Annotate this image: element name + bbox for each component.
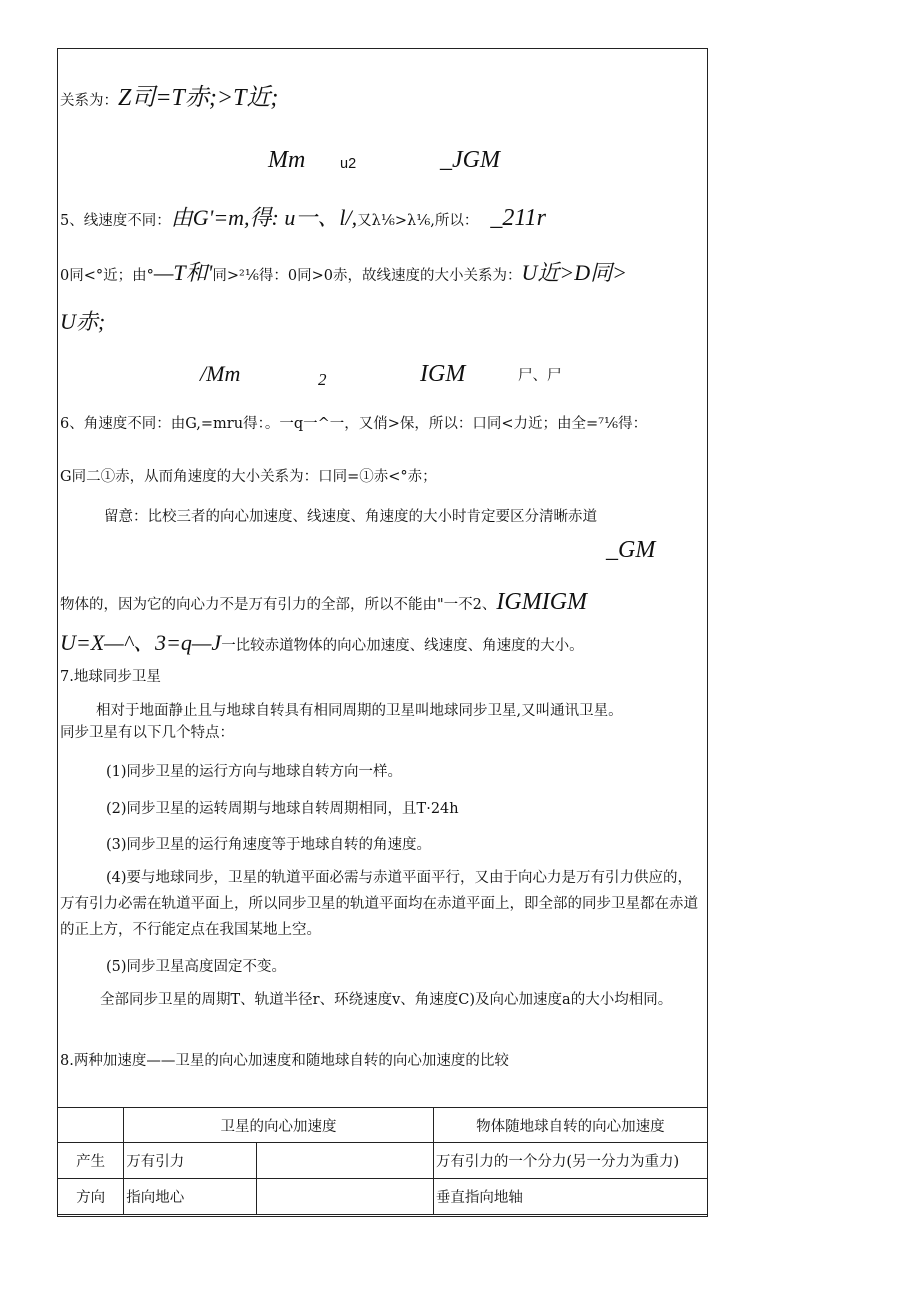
heading: 7.地球同步卫星 bbox=[60, 669, 161, 685]
angular-velocity-line-2 bbox=[60, 467, 437, 487]
text-label: (3)同步卫星的运行角速度等于地球自转的角速度。 bbox=[106, 837, 432, 853]
formula: Z司=T赤;>T近; bbox=[118, 85, 279, 111]
table-header-satellite: 卫星的向心加速度 bbox=[124, 1108, 434, 1143]
text-label: 关系为： bbox=[60, 93, 118, 109]
text-label: 同>²⅙得：0同>0赤，故线速度的大小关系为： bbox=[212, 268, 522, 284]
summary-paragraph bbox=[60, 987, 705, 1013]
table-cell bbox=[256, 1179, 433, 1215]
table-cell: 垂直指向地轴 bbox=[433, 1179, 707, 1215]
list-item-4 bbox=[60, 865, 705, 943]
formula: U近>D同> bbox=[521, 260, 627, 285]
list-item-1 bbox=[106, 762, 402, 782]
formula: —T和' bbox=[153, 260, 213, 285]
text-label: 一比较赤道物体的向心加速度、线速度、角速度的大小。 bbox=[221, 638, 584, 654]
table-cell: 万有引力的一个分力(另一分力为重力) bbox=[433, 1143, 707, 1179]
heading: 8.两种加速度——卫星的向心加速度和随地球自转的向心加速度的比较 bbox=[60, 1053, 509, 1069]
formula-row-2c bbox=[420, 361, 466, 387]
formula: IGMIGM bbox=[496, 589, 588, 615]
formula: IGM bbox=[420, 361, 466, 387]
text-label: (1)同步卫星的运行方向与地球自转方向一样。 bbox=[106, 764, 403, 780]
formula-row-2d bbox=[518, 366, 562, 386]
text-label: (2)同步卫星的运转周期与地球自转周期相同，且T·24h bbox=[106, 801, 459, 817]
text-label: 留意：比校三者的向心加速度、线速度、角速度的大小时肯定要区分清晰赤道 bbox=[104, 509, 597, 525]
formula-row-1c bbox=[440, 147, 500, 173]
formula: 尸、尸 bbox=[518, 368, 562, 384]
text-label: 5、线速度不同： bbox=[60, 213, 171, 229]
formula: _GM bbox=[606, 537, 656, 563]
text-label: (4)要与地球同步，卫星的轨道平面必需与赤道平面平行，又由于向心力是万有引力供应的，万有引力必需在轨道平面上，所以同步卫星的轨道平面均在赤道平面上，即全部的同步卫星都在赤道的正上方，不行能定点在我国某地上空。 bbox=[60, 870, 698, 938]
section-7-heading bbox=[60, 667, 161, 687]
table-cell: 指向地心 bbox=[124, 1179, 256, 1215]
note-line-3 bbox=[60, 630, 584, 656]
table-cell: 万有引力 bbox=[124, 1143, 256, 1179]
acceleration-comparison-table bbox=[57, 1107, 708, 1215]
table-cell bbox=[256, 1143, 433, 1179]
text-label: 0同<°近；由° bbox=[60, 268, 154, 284]
table-row-label: 产生 bbox=[58, 1143, 124, 1179]
formula-row-1 bbox=[268, 147, 306, 173]
formula: Mm bbox=[268, 147, 306, 173]
text-label: (5)同步卫星高度固定不变。 bbox=[106, 959, 287, 975]
text-label: 又λ⅙>λ⅙,所以： bbox=[357, 213, 479, 229]
table-row bbox=[58, 1143, 708, 1179]
formula-row-2b bbox=[318, 370, 327, 391]
formula: 由G'=m,得: u一、l/, bbox=[170, 205, 358, 230]
formula: _JGM bbox=[440, 147, 500, 173]
text-label: 全部同步卫星的周期T、轨道半径r、环绕速度v、角速度C)及向心加速度a的大小均相同。 bbox=[100, 992, 673, 1008]
formula: U赤; bbox=[60, 309, 106, 334]
formula: _211r bbox=[490, 205, 546, 231]
section-8-heading bbox=[60, 1051, 509, 1071]
angular-velocity-line bbox=[60, 414, 647, 434]
paragraph-7-1 bbox=[96, 701, 623, 721]
linear-velocity-line bbox=[60, 205, 546, 231]
text-label: G同二①赤，从而角速度的大小关系为：口同=①赤<°赤； bbox=[60, 469, 437, 485]
list-item-2 bbox=[106, 799, 459, 819]
linear-velocity-line-2 bbox=[60, 260, 627, 286]
table-cell bbox=[58, 1108, 124, 1143]
text-label: 6、角速度不同：由G,=mru得：。一q一^一，又俏>保，所以：口同<力近；由全=⁷⅙得： bbox=[60, 416, 648, 432]
formula-row-1b bbox=[340, 154, 356, 174]
formula: /Mm bbox=[200, 361, 241, 386]
table-header-object: 物体随地球自转的向心加速度 bbox=[433, 1108, 707, 1143]
text-label: 物体的，因为它的向心力不是万有引力的全部，所以不能由"一不2、 bbox=[60, 597, 497, 613]
linear-velocity-line-3 bbox=[60, 309, 106, 335]
formula: 2 bbox=[318, 370, 327, 389]
list-item-3 bbox=[106, 835, 431, 855]
note-line bbox=[104, 507, 597, 527]
list-item-5 bbox=[106, 957, 286, 977]
text-label: 相对于地面静止且与地球自转具有相同周期的卫星叫地球同步卫星,又叫通讯卫星。 bbox=[96, 703, 623, 719]
formula-row-2 bbox=[200, 361, 241, 387]
table-row-label: 方向 bbox=[58, 1179, 124, 1215]
text-label: 同步卫星有以下几个特点： bbox=[60, 725, 234, 741]
table-row bbox=[58, 1179, 708, 1215]
relation-line bbox=[60, 85, 279, 111]
formula: U=X—^、3=q—J bbox=[60, 630, 222, 655]
note-formula bbox=[606, 537, 656, 563]
table-header-row bbox=[58, 1108, 708, 1143]
note-line-2 bbox=[60, 589, 588, 615]
paragraph-7-2 bbox=[60, 723, 234, 743]
formula: u2 bbox=[340, 156, 357, 172]
